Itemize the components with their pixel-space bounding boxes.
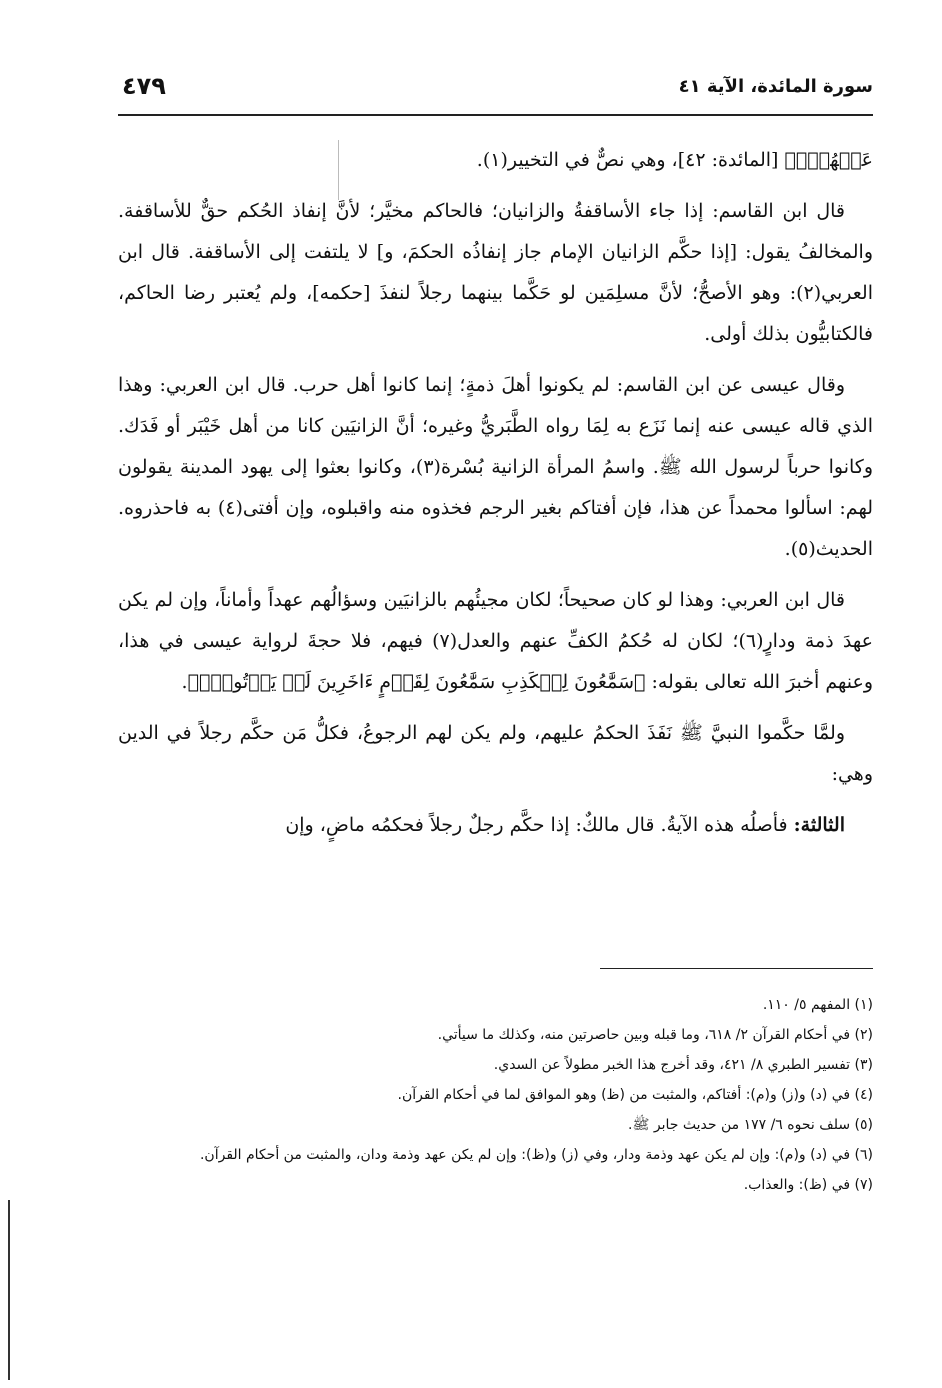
main-text — [118, 140, 873, 856]
paragraph: عَنۡهُمۡۖ﴾ [المائدة: ٤٢]، وهي نصٌّ في التخيير(١). — [476, 149, 873, 171]
scan-edge — [8, 1200, 10, 1380]
footnote: (٧) في (ظ): والعذاب. — [743, 1177, 873, 1193]
footnote: (٥) سلف نحوه ٦/ ١٧٧ من حديث جابر ﷺ. — [628, 1117, 873, 1133]
footnote: (٣) تفسير الطبري ٨/ ٤٢١، وقد أخرج هذا الخبر مطولاً عن السدي. — [493, 1057, 873, 1073]
paragraph: قال ابن العربي: وهذا لو كان صحيحاً؛ لكان مجيئُهم بالزانيَين وسؤالُهم عهداً وأماناً، وإن لم يكن عهدَ ذمة ودارٍ(٦)؛ لكان له حُكمُ الكفِّ عنهم والعدل(٧) فيهم، فلا حجةَ لرواية عيسى في هذا، وعنهم أخبرَ الله تعالى بقوله: ﴿سَمَّٰعُونَ لِلۡكَذِبِ سَمَّٰعُونَ لِقَوۡمٍ ءَاخَرِينَ لَمۡ يَأۡتُوكَۖ﴾. — [118, 589, 873, 693]
footnote: (١) المفهم ٥/ ١١٠. — [762, 997, 873, 1013]
footnote: (٢) في أحكام القرآن ٢/ ٦١٨، وما قبله وبين حاصرتين منه، وكذلك ما سيأتي. — [437, 1027, 873, 1043]
issue-heading: الثالثة: — [793, 814, 845, 836]
paragraph: ولمَّا حكَّموا النبيَّ ﷺ نَفَذَ الحكمُ عليهم، ولم يكن لهم الرجوعُ، فكلُّ مَن حكَّم رجلاً في الدين وهي: — [118, 722, 873, 785]
footnotes — [118, 990, 873, 1200]
page-header — [118, 70, 873, 116]
page-number: ٤٧٩ — [122, 72, 166, 100]
paragraph: قال ابن القاسم: إذا جاء الأساقفةُ والزانيان؛ فالحاكم مخيَّر؛ لأنَّ إنفاذ الحُكم حقٌّ للأساقفة. والمخالفُ يقول: [إذا حكَّم الزانيان الإمام جاز إنفاذُه الحكمَ، و] لا يلتفت إلى الأساقفة. قال ابن العربي(٢): وهو الأصحُّ؛ لأنَّ مسلِمَين لو حَكَّما بينهما رجلاً لنفذَ [حكمه]، ولم يُعتبر رضا الحاكم، فالكتابيُّون بذلك أولى. — [118, 200, 873, 345]
paragraph-third-issue — [118, 805, 873, 846]
footnote: (٤) في (د) و(ز) و(م): أفتاكم، والمثبت من (ظ) وهو الموافق لما في أحكام القرآن. — [397, 1087, 873, 1103]
issue-text: فأصلُه هذه الآيةُ. قال مالكٌ: إذا حكَّم رجلٌ رجلاً فحكمُه ماضٍ، وإن — [285, 814, 788, 836]
paragraph: وقال عيسى عن ابن القاسم: لم يكونوا أهلَ ذمةٍ؛ إنما كانوا أهل حرب. قال ابن العربي: وهذا الذي قاله عيسى عنه إنما نَزَع به لِمَا رواه الطَّبَريُّ وغيره؛ أنَّ الزانيَين كانا من أهل خَيْبَر أو فَدَك. وكانوا حرباً لرسول الله ﷺ. واسمُ المرأة الزانية بُسْرة(٣)، وكانوا بعثوا إلى يهود المدينة يقولون لهم: اسألوا محمداً عن هذا، فإن أفتاكم بغير الرجم فخذوه منه واقبلوه، وإن أفتى(٤) به فاحذروه. الحديث(٥). — [118, 374, 873, 560]
running-title: سورة المائدة، الآية ٤١ — [678, 76, 873, 97]
footnote: (٦) في (د) و(م): وإن لم يكن عهد وذمة ودار، وفي (ز) و(ظ): وإن لم يكن عهد وذمة ودان، والمثبت من أحكام القرآن. — [199, 1147, 873, 1163]
footnote-separator — [600, 968, 873, 969]
